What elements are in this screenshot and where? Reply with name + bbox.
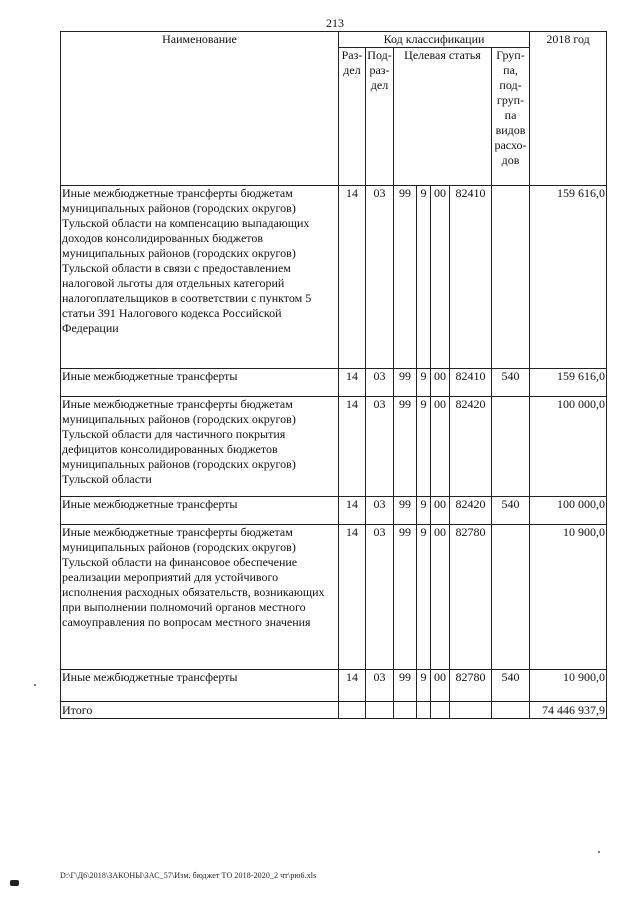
total-empty: [366, 702, 394, 719]
row-name: Иные межбюджетные трансферты бюджетам муниципальных районов (городских округов) Тульской области для частичного покрытия дефицитов консолидированных бюджетов муниципальных районов (городских округов) Тульской области: [61, 397, 339, 497]
row-ts1: 99: [394, 525, 417, 670]
row-podrazdel: 03: [366, 186, 394, 369]
row-ts3: 00: [431, 186, 450, 369]
row-name: Иные межбюджетные трансферты: [61, 670, 339, 702]
row-ts2: 9: [417, 525, 431, 670]
total-empty: [450, 702, 492, 719]
row-ts2: 9: [417, 397, 431, 497]
table-row: [61, 497, 607, 525]
row-podrazdel: 03: [366, 525, 394, 670]
row-group: 540: [492, 497, 530, 525]
total-label: Итого: [61, 702, 339, 719]
header-row-1: [61, 32, 607, 48]
row-ts4: 82420: [450, 497, 492, 525]
header-name: Наименование: [61, 32, 339, 186]
header-code: Код классификации: [339, 32, 530, 48]
row-ts2: 9: [417, 497, 431, 525]
row-ts1: 99: [394, 497, 417, 525]
row-name: Иные межбюджетные трансферты: [61, 369, 339, 397]
budget-table: [60, 31, 607, 719]
row-razdel: 14: [339, 397, 366, 497]
total-empty: [339, 702, 366, 719]
header-target: Целевая статья: [394, 48, 492, 182]
row-ts2: 9: [417, 369, 431, 397]
row-amount: 100 000,0: [530, 397, 607, 497]
row-amount: 100 000,0: [530, 497, 607, 525]
row-razdel: 14: [339, 670, 366, 702]
scan-mark: [10, 880, 19, 886]
total-empty: [431, 702, 450, 719]
row-ts3: 00: [431, 497, 450, 525]
table-row: [61, 186, 607, 369]
row-group: [492, 397, 530, 497]
row-amount: 159 616,0: [530, 186, 607, 369]
row-group: 540: [492, 670, 530, 702]
row-razdel: 14: [339, 369, 366, 397]
table-row: [61, 397, 607, 497]
page-number: 213: [326, 16, 344, 30]
file-path-footer: D:\Г\Д6\2018\ЗАКОНЫ\ЗАС_57\Изм. бюджет ТО 2018-2020_2 чт\рю6.xls: [60, 871, 317, 880]
row-razdel: 14: [339, 497, 366, 525]
row-ts3: 00: [431, 525, 450, 670]
row-name: Иные межбюджетные трансферты бюджетам муниципальных районов (городских округов) Тульской области на финансовое обеспечение реализации мероприятий для устойчивого исполнения расходных обязательств, возникающих при выполнении полномочий органов местного самоуправления по вопросам местного значения: [61, 525, 339, 670]
total-amount: 74 446 937,9: [530, 702, 607, 719]
row-ts2: 9: [417, 186, 431, 369]
row-group: [492, 186, 530, 369]
row-podrazdel: 03: [366, 369, 394, 397]
total-empty: [492, 702, 530, 719]
row-razdel: 14: [339, 525, 366, 670]
row-ts1: 99: [394, 186, 417, 369]
row-ts3: 00: [431, 369, 450, 397]
table-row: [61, 670, 607, 702]
table-row: [61, 369, 607, 397]
row-ts4: 82780: [450, 670, 492, 702]
row-group: 540: [492, 369, 530, 397]
row-ts4: 82410: [450, 186, 492, 369]
row-razdel: 14: [339, 186, 366, 369]
row-name: Иные межбюджетные трансферты: [61, 497, 339, 525]
header-group: Груп-па, под-груп-па видов расхо-дов: [492, 48, 530, 186]
row-podrazdel: 03: [366, 397, 394, 497]
row-amount: 10 900,0: [530, 525, 607, 670]
header-podrazdel: Под-раз-дел: [366, 48, 394, 186]
row-ts1: 99: [394, 397, 417, 497]
row-name: Иные межбюджетные трансферты бюджетам муниципальных районов (городских округов) Тульской области на компенсацию выпадающих доходов консолидированных бюджетов муниципальных районов (городских округов) Тульской области в связи с предоставлением налоговой льготы для отдельных категорий налогоплательщиков в соответствии с пунктом 5 статьи 391 Налогового кодекса Российской Федерации: [61, 186, 339, 369]
row-ts1: 99: [394, 369, 417, 397]
total-empty: [417, 702, 431, 719]
row-amount: 10 900,0: [530, 670, 607, 702]
row-ts4: 82420: [450, 397, 492, 497]
table-row: [61, 525, 607, 670]
row-ts3: 00: [431, 397, 450, 497]
row-podrazdel: 03: [366, 670, 394, 702]
header-razdel: Раз-дел: [339, 48, 366, 186]
total-empty: [394, 702, 417, 719]
row-podrazdel: 03: [366, 497, 394, 525]
header-year: 2018 год: [530, 32, 607, 186]
row-ts1: 99: [394, 670, 417, 702]
scan-dot: [34, 684, 36, 686]
row-ts3: 00: [431, 670, 450, 702]
total-row: [61, 702, 607, 719]
row-ts2: 9: [417, 670, 431, 702]
row-group: [492, 525, 530, 670]
scan-dot: [598, 851, 600, 853]
row-ts4: 82410: [450, 369, 492, 397]
row-amount: 159 616,0: [530, 369, 607, 397]
row-ts4: 82780: [450, 525, 492, 670]
